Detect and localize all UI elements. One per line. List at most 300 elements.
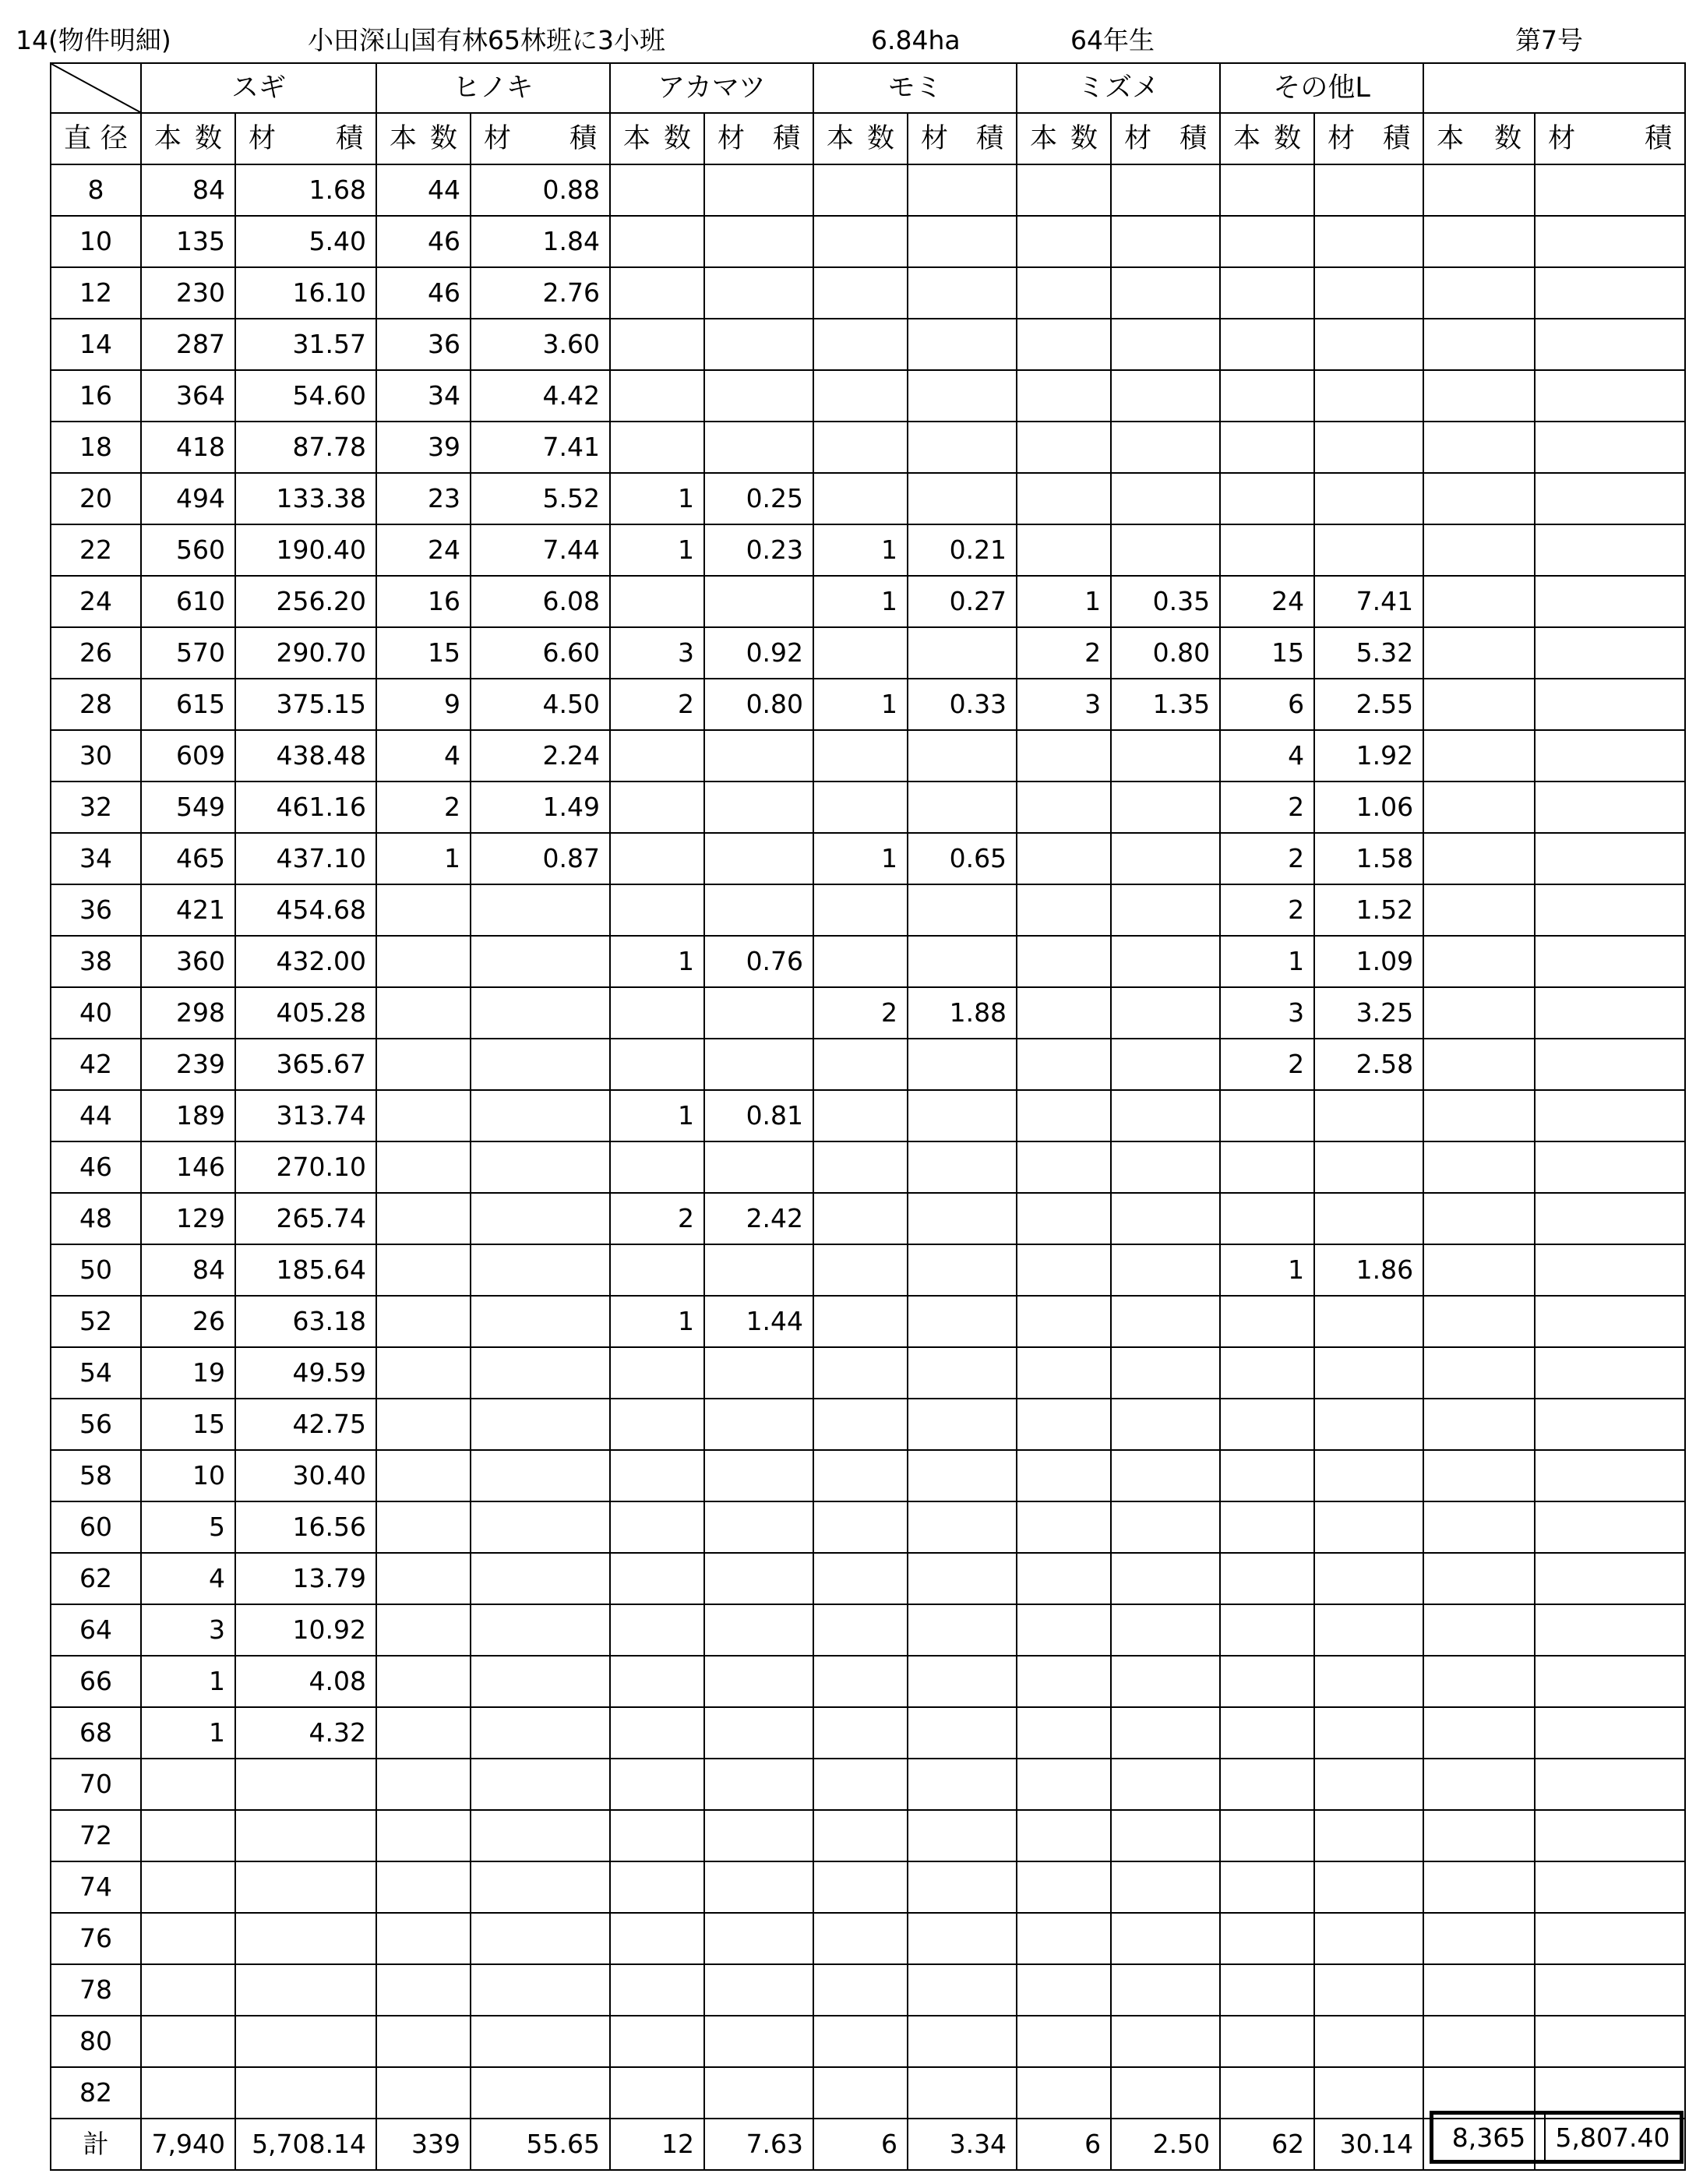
volume-cell <box>1111 1913 1220 1964</box>
count-cell: 2 <box>1220 833 1314 884</box>
volume-cell <box>908 1039 1017 1090</box>
count-cell <box>1423 422 1535 473</box>
volume-cell <box>235 1913 376 1964</box>
volume-cell <box>1111 1707 1220 1759</box>
count-cell <box>610 2067 704 2119</box>
count-cell <box>610 1450 704 1501</box>
count-cell <box>1423 1501 1535 1553</box>
volume-cell <box>1314 1707 1423 1759</box>
volume-cell <box>1535 216 1685 267</box>
count-cell <box>1423 1039 1535 1090</box>
count-cell <box>1220 1296 1314 1347</box>
count-cell: 2 <box>813 987 908 1039</box>
count-cell <box>1423 1090 1535 1141</box>
volume-cell <box>908 1090 1017 1141</box>
count-cell: 560 <box>141 524 235 576</box>
count-cell <box>813 1604 908 1656</box>
volume-cell <box>471 1604 610 1656</box>
volume-cell <box>471 987 610 1039</box>
volume-header: 材 積 <box>1535 113 1685 164</box>
count-cell: 3 <box>1220 987 1314 1039</box>
count-cell <box>813 267 908 319</box>
count-cell <box>610 987 704 1039</box>
count-cell <box>610 833 704 884</box>
volume-cell <box>1314 1141 1423 1193</box>
document-number: 14(物件明細) <box>16 25 171 55</box>
corner-diagonal-cell <box>51 63 141 113</box>
table-row <box>51 1193 1685 1244</box>
count-cell <box>376 1244 471 1296</box>
total-volume-cell: 30.14 <box>1314 2119 1423 2170</box>
volume-cell <box>471 1193 610 1244</box>
diameter-cell: 50 <box>51 1244 141 1296</box>
table-row <box>51 524 1685 576</box>
volume-cell: 1.58 <box>1314 833 1423 884</box>
volume-cell: 0.81 <box>704 1090 813 1141</box>
volume-cell <box>1314 1399 1423 1450</box>
volume-cell <box>471 1039 610 1090</box>
count-cell <box>813 1399 908 1450</box>
count-cell <box>1220 1399 1314 1450</box>
count-cell <box>1220 1913 1314 1964</box>
diameter-cell: 82 <box>51 2067 141 2119</box>
count-cell <box>1017 1964 1111 2016</box>
count-cell <box>376 2016 471 2067</box>
count-cell: 5 <box>141 1501 235 1553</box>
count-cell <box>1017 2067 1111 2119</box>
volume-cell <box>908 1141 1017 1193</box>
volume-cell <box>1535 1553 1685 1604</box>
count-cell <box>1423 1553 1535 1604</box>
volume-cell <box>235 1759 376 1810</box>
volume-cell <box>908 164 1017 216</box>
count-cell <box>1017 936 1111 987</box>
count-header: 本 数 <box>1423 113 1535 164</box>
count-cell: 1 <box>1017 576 1111 627</box>
count-cell <box>1423 1707 1535 1759</box>
volume-cell: 0.76 <box>704 936 813 987</box>
count-cell <box>813 2016 908 2067</box>
species-header <box>1423 63 1685 113</box>
volume-cell <box>235 1964 376 2016</box>
diameter-cell: 20 <box>51 473 141 524</box>
volume-cell <box>471 1090 610 1141</box>
count-cell <box>610 422 704 473</box>
grand-total-box <box>1430 2111 1684 2164</box>
volume-cell <box>908 1707 1017 1759</box>
count-cell <box>610 1759 704 1810</box>
diameter-cell: 12 <box>51 267 141 319</box>
volume-cell <box>235 2067 376 2119</box>
volume-cell <box>471 1707 610 1759</box>
volume-cell: 461.16 <box>235 782 376 833</box>
count-cell: 3 <box>141 1604 235 1656</box>
diameter-cell: 56 <box>51 1399 141 1450</box>
volume-cell <box>908 370 1017 422</box>
count-cell: 23 <box>376 473 471 524</box>
volume-cell <box>908 473 1017 524</box>
table-row <box>51 1399 1685 1450</box>
count-cell <box>376 1347 471 1399</box>
volume-cell <box>1535 370 1685 422</box>
volume-cell <box>1535 782 1685 833</box>
count-cell <box>813 422 908 473</box>
volume-cell <box>1111 1399 1220 1450</box>
table-row <box>51 679 1685 730</box>
volume-cell: 0.88 <box>471 164 610 216</box>
table-row <box>51 422 1685 473</box>
volume-cell <box>1535 1861 1685 1913</box>
volume-cell <box>908 1296 1017 1347</box>
volume-cell <box>908 627 1017 679</box>
count-cell <box>1017 1553 1111 1604</box>
count-cell: 84 <box>141 164 235 216</box>
count-cell <box>610 1604 704 1656</box>
count-cell <box>1423 1861 1535 1913</box>
volume-cell <box>1314 267 1423 319</box>
count-cell <box>376 1193 471 1244</box>
table-row <box>51 216 1685 267</box>
diameter-cell: 52 <box>51 1296 141 1347</box>
count-cell: 2 <box>610 1193 704 1244</box>
count-cell <box>1423 216 1535 267</box>
count-cell <box>1017 216 1111 267</box>
count-cell: 4 <box>1220 730 1314 782</box>
table-row <box>51 936 1685 987</box>
volume-cell <box>1314 1090 1423 1141</box>
volume-cell: 432.00 <box>235 936 376 987</box>
total-count-cell: 62 <box>1220 2119 1314 2170</box>
count-cell <box>1017 730 1111 782</box>
count-cell <box>376 1090 471 1141</box>
volume-cell <box>908 1604 1017 1656</box>
count-cell <box>1423 1450 1535 1501</box>
count-cell <box>376 1141 471 1193</box>
count-cell <box>1220 2016 1314 2067</box>
count-cell <box>813 730 908 782</box>
volume-cell <box>1111 1296 1220 1347</box>
volume-cell <box>704 576 813 627</box>
count-cell <box>1017 1347 1111 1399</box>
count-cell <box>1220 370 1314 422</box>
volume-cell <box>704 2016 813 2067</box>
diameter-cell: 64 <box>51 1604 141 1656</box>
count-cell: 1 <box>610 1296 704 1347</box>
volume-cell <box>1111 1090 1220 1141</box>
volume-cell <box>1314 1501 1423 1553</box>
volume-cell: 6.60 <box>471 627 610 679</box>
count-cell: 129 <box>141 1193 235 1244</box>
volume-header: 材 積 <box>704 113 813 164</box>
count-cell <box>376 936 471 987</box>
count-cell <box>1017 1244 1111 1296</box>
count-cell: 465 <box>141 833 235 884</box>
volume-cell <box>1535 1244 1685 1296</box>
volume-cell: 190.40 <box>235 524 376 576</box>
volume-cell <box>1535 422 1685 473</box>
table-row <box>51 576 1685 627</box>
volume-cell <box>1314 1604 1423 1656</box>
volume-cell <box>1535 1913 1685 1964</box>
count-cell <box>610 267 704 319</box>
count-cell <box>1017 1810 1111 1861</box>
volume-cell <box>908 1861 1017 1913</box>
volume-cell <box>908 1810 1017 1861</box>
volume-cell <box>1111 1039 1220 1090</box>
diameter-cell: 48 <box>51 1193 141 1244</box>
count-cell <box>610 782 704 833</box>
count-cell <box>141 2016 235 2067</box>
volume-cell: 5.52 <box>471 473 610 524</box>
count-cell <box>1017 319 1111 370</box>
volume-cell <box>471 1296 610 1347</box>
count-cell: 418 <box>141 422 235 473</box>
count-cell <box>610 1501 704 1553</box>
diameter-cell: 38 <box>51 936 141 987</box>
count-cell: 1 <box>141 1707 235 1759</box>
count-cell <box>813 1450 908 1501</box>
count-cell <box>610 1244 704 1296</box>
count-cell <box>813 1810 908 1861</box>
count-cell <box>1220 1141 1314 1193</box>
count-cell <box>376 1399 471 1450</box>
volume-cell <box>1111 524 1220 576</box>
diameter-cell: 70 <box>51 1759 141 1810</box>
count-cell: 615 <box>141 679 235 730</box>
count-cell: 1 <box>1220 1244 1314 1296</box>
count-cell <box>813 884 908 936</box>
count-header: 本 数 <box>141 113 235 164</box>
volume-cell: 54.60 <box>235 370 376 422</box>
count-cell <box>376 884 471 936</box>
diameter-cell: 80 <box>51 2016 141 2067</box>
table-row <box>51 267 1685 319</box>
diameter-cell: 42 <box>51 1039 141 1090</box>
count-cell <box>1017 473 1111 524</box>
total-count-cell: 7,940 <box>141 2119 235 2170</box>
diameter-cell: 58 <box>51 1450 141 1501</box>
species-header: スギ <box>141 63 376 113</box>
count-cell: 146 <box>141 1141 235 1193</box>
count-cell <box>1220 164 1314 216</box>
count-cell: 15 <box>1220 627 1314 679</box>
total-volume-cell: 5,708.14 <box>235 2119 376 2170</box>
volume-cell <box>1314 1913 1423 1964</box>
count-cell <box>813 782 908 833</box>
volume-cell <box>704 1913 813 1964</box>
volume-cell <box>471 1450 610 1501</box>
count-cell <box>813 1193 908 1244</box>
species-header: その他L <box>1220 63 1423 113</box>
volume-cell <box>704 1553 813 1604</box>
table-row <box>51 1141 1685 1193</box>
count-cell <box>610 164 704 216</box>
count-cell: 239 <box>141 1039 235 1090</box>
volume-cell <box>1111 1759 1220 1810</box>
volume-cell <box>1111 164 1220 216</box>
volume-cell <box>704 987 813 1039</box>
count-cell: 9 <box>376 679 471 730</box>
volume-cell: 454.68 <box>235 884 376 936</box>
volume-cell <box>1314 216 1423 267</box>
count-cell <box>813 1296 908 1347</box>
count-cell <box>1220 1656 1314 1707</box>
volume-cell <box>704 319 813 370</box>
table-row <box>51 164 1685 216</box>
species-header: モミ <box>813 63 1017 113</box>
volume-cell <box>1111 1141 1220 1193</box>
count-cell <box>141 1913 235 1964</box>
count-cell <box>813 1964 908 2016</box>
volume-cell <box>704 422 813 473</box>
count-cell: 15 <box>141 1399 235 1450</box>
total-count-cell: 12 <box>610 2119 704 2170</box>
volume-cell: 290.70 <box>235 627 376 679</box>
volume-cell: 1.49 <box>471 782 610 833</box>
volume-cell <box>1314 319 1423 370</box>
count-cell: 287 <box>141 319 235 370</box>
count-cell: 34 <box>376 370 471 422</box>
volume-cell <box>1535 936 1685 987</box>
volume-cell: 0.21 <box>908 524 1017 576</box>
count-cell <box>813 1090 908 1141</box>
volume-cell <box>471 1656 610 1707</box>
diameter-cell: 30 <box>51 730 141 782</box>
table-row <box>51 1810 1685 1861</box>
count-cell: 19 <box>141 1347 235 1399</box>
volume-cell <box>471 1759 610 1810</box>
volume-cell: 13.79 <box>235 1553 376 1604</box>
total-count-cell: 6 <box>813 2119 908 2170</box>
table-row <box>51 987 1685 1039</box>
volume-cell <box>1314 1964 1423 2016</box>
count-cell: 610 <box>141 576 235 627</box>
volume-cell <box>704 782 813 833</box>
count-cell <box>1423 1604 1535 1656</box>
volume-cell: 4.32 <box>235 1707 376 1759</box>
count-cell <box>376 987 471 1039</box>
table-row <box>51 1553 1685 1604</box>
volume-cell <box>1535 987 1685 1039</box>
count-cell <box>813 216 908 267</box>
volume-cell: 375.15 <box>235 679 376 730</box>
count-cell <box>1017 370 1111 422</box>
count-cell <box>1017 987 1111 1039</box>
count-cell <box>1423 884 1535 936</box>
table-row <box>51 1604 1685 1656</box>
volume-cell <box>1535 1810 1685 1861</box>
count-cell <box>376 1604 471 1656</box>
table-row <box>51 1759 1685 1810</box>
volume-cell <box>1535 1964 1685 2016</box>
volume-cell <box>1111 1244 1220 1296</box>
count-cell <box>1017 1707 1111 1759</box>
count-cell: 3 <box>1017 679 1111 730</box>
volume-cell <box>1535 833 1685 884</box>
count-cell <box>813 1141 908 1193</box>
volume-cell <box>1535 267 1685 319</box>
total-volume-cell: 3.34 <box>908 2119 1017 2170</box>
volume-cell <box>471 884 610 936</box>
count-cell <box>813 1759 908 1810</box>
volume-cell <box>704 1450 813 1501</box>
count-cell <box>1423 782 1535 833</box>
volume-cell <box>1535 1759 1685 1810</box>
volume-cell <box>1314 370 1423 422</box>
volume-cell <box>1314 1553 1423 1604</box>
count-cell <box>1220 319 1314 370</box>
count-cell <box>813 2067 908 2119</box>
diameter-cell: 34 <box>51 833 141 884</box>
volume-cell <box>471 1913 610 1964</box>
count-cell <box>813 1861 908 1913</box>
count-cell <box>1017 524 1111 576</box>
volume-cell <box>1111 833 1220 884</box>
volume-cell <box>704 164 813 216</box>
table-row <box>51 1501 1685 1553</box>
count-cell: 135 <box>141 216 235 267</box>
total-volume-cell: 7.63 <box>704 2119 813 2170</box>
volume-cell: 133.38 <box>235 473 376 524</box>
column-subheader-row <box>51 113 1685 164</box>
volume-header: 材 積 <box>1314 113 1423 164</box>
volume-cell <box>1111 936 1220 987</box>
diameter-cell: 10 <box>51 216 141 267</box>
count-cell <box>1423 473 1535 524</box>
count-cell <box>1220 1090 1314 1141</box>
volume-cell: 7.41 <box>471 422 610 473</box>
count-cell <box>141 1964 235 2016</box>
volume-cell: 63.18 <box>235 1296 376 1347</box>
count-cell <box>1220 1193 1314 1244</box>
volume-cell <box>1314 2067 1423 2119</box>
volume-cell <box>1111 1553 1220 1604</box>
diameter-cell: 78 <box>51 1964 141 2016</box>
volume-cell <box>1111 884 1220 936</box>
volume-cell <box>1535 524 1685 576</box>
volume-cell: 0.80 <box>1111 627 1220 679</box>
volume-cell <box>908 1501 1017 1553</box>
count-cell <box>813 936 908 987</box>
volume-cell <box>1535 473 1685 524</box>
count-cell <box>376 1656 471 1707</box>
count-cell <box>1017 164 1111 216</box>
total-count-cell: 339 <box>376 2119 471 2170</box>
count-cell <box>1017 1193 1111 1244</box>
count-cell <box>610 1399 704 1450</box>
volume-cell <box>704 2067 813 2119</box>
count-cell <box>376 1039 471 1090</box>
count-cell <box>813 1039 908 1090</box>
volume-cell <box>1314 1861 1423 1913</box>
volume-cell <box>471 1399 610 1450</box>
volume-cell <box>471 1861 610 1913</box>
count-cell: 2 <box>1220 1039 1314 1090</box>
volume-cell: 4.08 <box>235 1656 376 1707</box>
count-cell <box>1423 1296 1535 1347</box>
count-cell <box>376 1861 471 1913</box>
diameter-cell: 26 <box>51 627 141 679</box>
volume-cell <box>704 1039 813 1090</box>
volume-cell <box>908 422 1017 473</box>
count-cell: 1 <box>813 576 908 627</box>
diameter-cell: 28 <box>51 679 141 730</box>
volume-cell: 1.35 <box>1111 679 1220 730</box>
volume-cell: 0.23 <box>704 524 813 576</box>
count-cell <box>1220 1347 1314 1399</box>
volume-cell <box>908 2016 1017 2067</box>
volume-cell <box>1535 576 1685 627</box>
